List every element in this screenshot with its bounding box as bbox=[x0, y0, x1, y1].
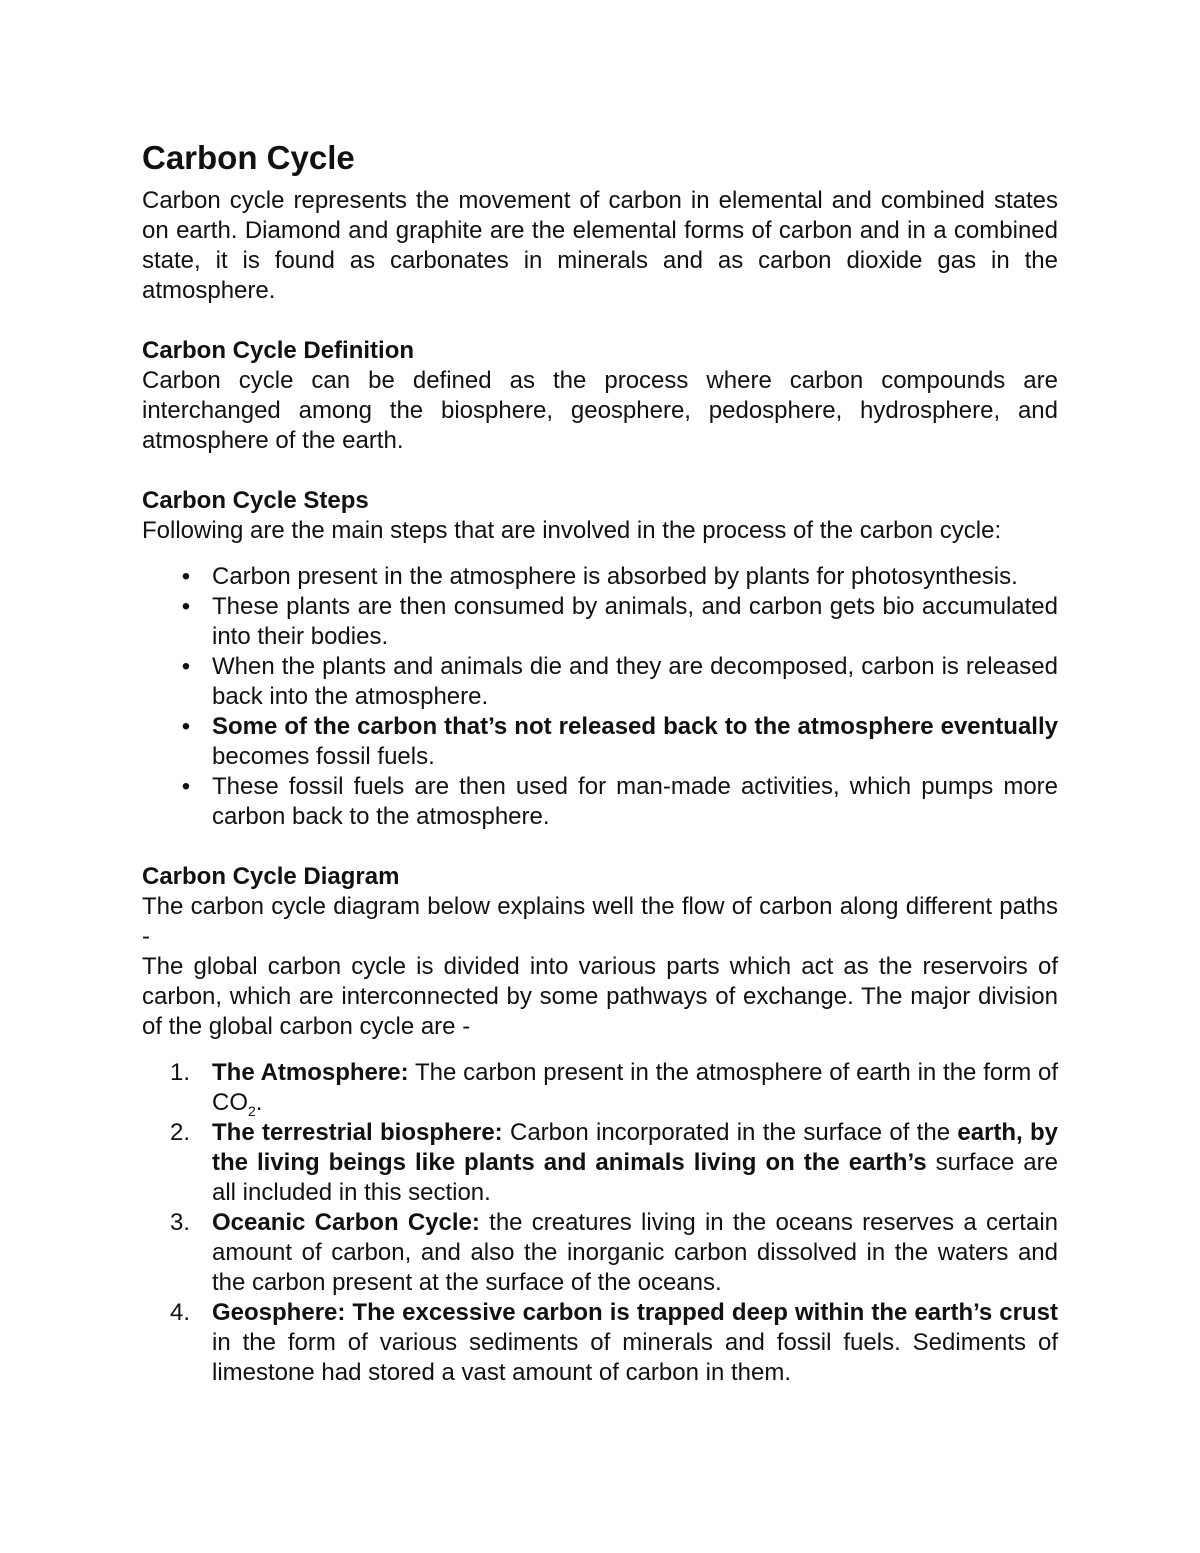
intro-paragraph: Carbon cycle represents the movement of carbon in elemental and combined states on earth. Diamond and graphite are the elemental forms of carbon and in a combined state, it is found as carbonates in minerals and as carbon dioxide gas in the atmosphere. bbox=[142, 187, 1058, 304]
bullet-icon: • bbox=[181, 773, 191, 800]
definition-paragraph: Carbon cycle can be defined as the process where carbon compounds are interchanged among the biosphere, geosphere, pedosphere, hydrosphere, and atmosphere of the earth. bbox=[142, 367, 1058, 454]
item-bold: The terrestrial biosphere: bbox=[212, 1119, 503, 1146]
item-text: the creatures living in the oceans reserves a certain amount of carbon, and also the inorganic carbon dissolved in the waters and the carbon present at the surface of the oceans. bbox=[212, 1209, 1058, 1296]
spacer bbox=[142, 1042, 1058, 1058]
item-text: Carbon incorporated in the surface of the bbox=[502, 1119, 958, 1146]
steps-list bbox=[142, 562, 1058, 832]
steps-heading: Carbon Cycle Steps bbox=[142, 487, 369, 514]
step-text: becomes fossil fuels. bbox=[212, 743, 435, 770]
item-text: in the form of various sediments of minerals and fossil fuels. Sediments of limestone had stored a vast amount of carbon in them. bbox=[212, 1329, 1058, 1386]
item-bold: Oceanic Carbon Cycle: bbox=[212, 1209, 480, 1236]
spacer bbox=[142, 832, 1058, 862]
item-text-after: surface are all included in this section. bbox=[212, 1149, 1058, 1206]
item-bold: The Atmosphere: bbox=[212, 1059, 409, 1086]
page-title: Carbon Cycle bbox=[142, 139, 355, 176]
item-number: 1. bbox=[170, 1059, 191, 1086]
item-number: 3. bbox=[170, 1209, 191, 1236]
definition-heading: Carbon Cycle Definition bbox=[142, 337, 415, 364]
steps-intro: Following are the main steps that are involved in the process of the carbon cycle: bbox=[142, 517, 1002, 544]
item-text: The carbon present in the atmosphere of earth in the form of CO bbox=[212, 1059, 1058, 1116]
step-text: Carbon present in the atmosphere is absorbed by plants for photosynthesis. bbox=[212, 563, 1018, 590]
bullet-icon: • bbox=[181, 713, 191, 740]
list-item bbox=[142, 712, 1058, 772]
spacer bbox=[142, 306, 1058, 336]
step-bold: Some of the carbon that’s not released back to the atmosphere eventually bbox=[212, 713, 1058, 740]
step-text: These plants are then consumed by animals, and carbon gets bio accumulated into their bodies. bbox=[212, 593, 1058, 650]
item-text-after: . bbox=[255, 1089, 263, 1116]
item-number: 2. bbox=[170, 1119, 191, 1146]
divisions-list bbox=[142, 1058, 1058, 1388]
step-text: When the plants and animals die and they are decomposed, carbon is released back into the atmosphere. bbox=[212, 653, 1058, 710]
spacer bbox=[142, 546, 1058, 562]
diagram-paragraph-1: The carbon cycle diagram below explains well the flow of carbon along different paths - bbox=[142, 893, 1058, 950]
spacer bbox=[142, 456, 1058, 486]
document-page bbox=[142, 138, 1058, 1388]
diagram-heading: Carbon Cycle Diagram bbox=[142, 863, 400, 890]
item-bold-2: earth, by the living beings like plants and animals living on the earth’s bbox=[212, 1119, 1059, 1176]
list-item bbox=[142, 562, 1058, 592]
list-item bbox=[142, 652, 1058, 712]
list-item bbox=[142, 772, 1058, 832]
item-number: 4. bbox=[170, 1299, 191, 1326]
item-bold: Geosphere: The excessive carbon is trapped deep within the earth’s crust bbox=[212, 1299, 1058, 1326]
list-item bbox=[142, 1118, 1058, 1208]
list-item bbox=[142, 592, 1058, 652]
list-item bbox=[142, 1298, 1058, 1388]
bullet-icon: • bbox=[181, 653, 191, 680]
step-text: These fossil fuels are then used for man-made activities, which pumps more carbon back to the atmosphere. bbox=[212, 773, 1058, 830]
list-item bbox=[142, 1208, 1058, 1298]
diagram-paragraph-2: The global carbon cycle is divided into various parts which act as the reservoirs of carbon, which are interconnected by some pathways of exchange. The major division of the global carbon cycle are - bbox=[142, 953, 1058, 1040]
subscript: 2 bbox=[248, 1102, 256, 1119]
list-item bbox=[142, 1058, 1058, 1118]
bullet-icon: • bbox=[181, 593, 191, 620]
bullet-icon: • bbox=[181, 563, 191, 590]
